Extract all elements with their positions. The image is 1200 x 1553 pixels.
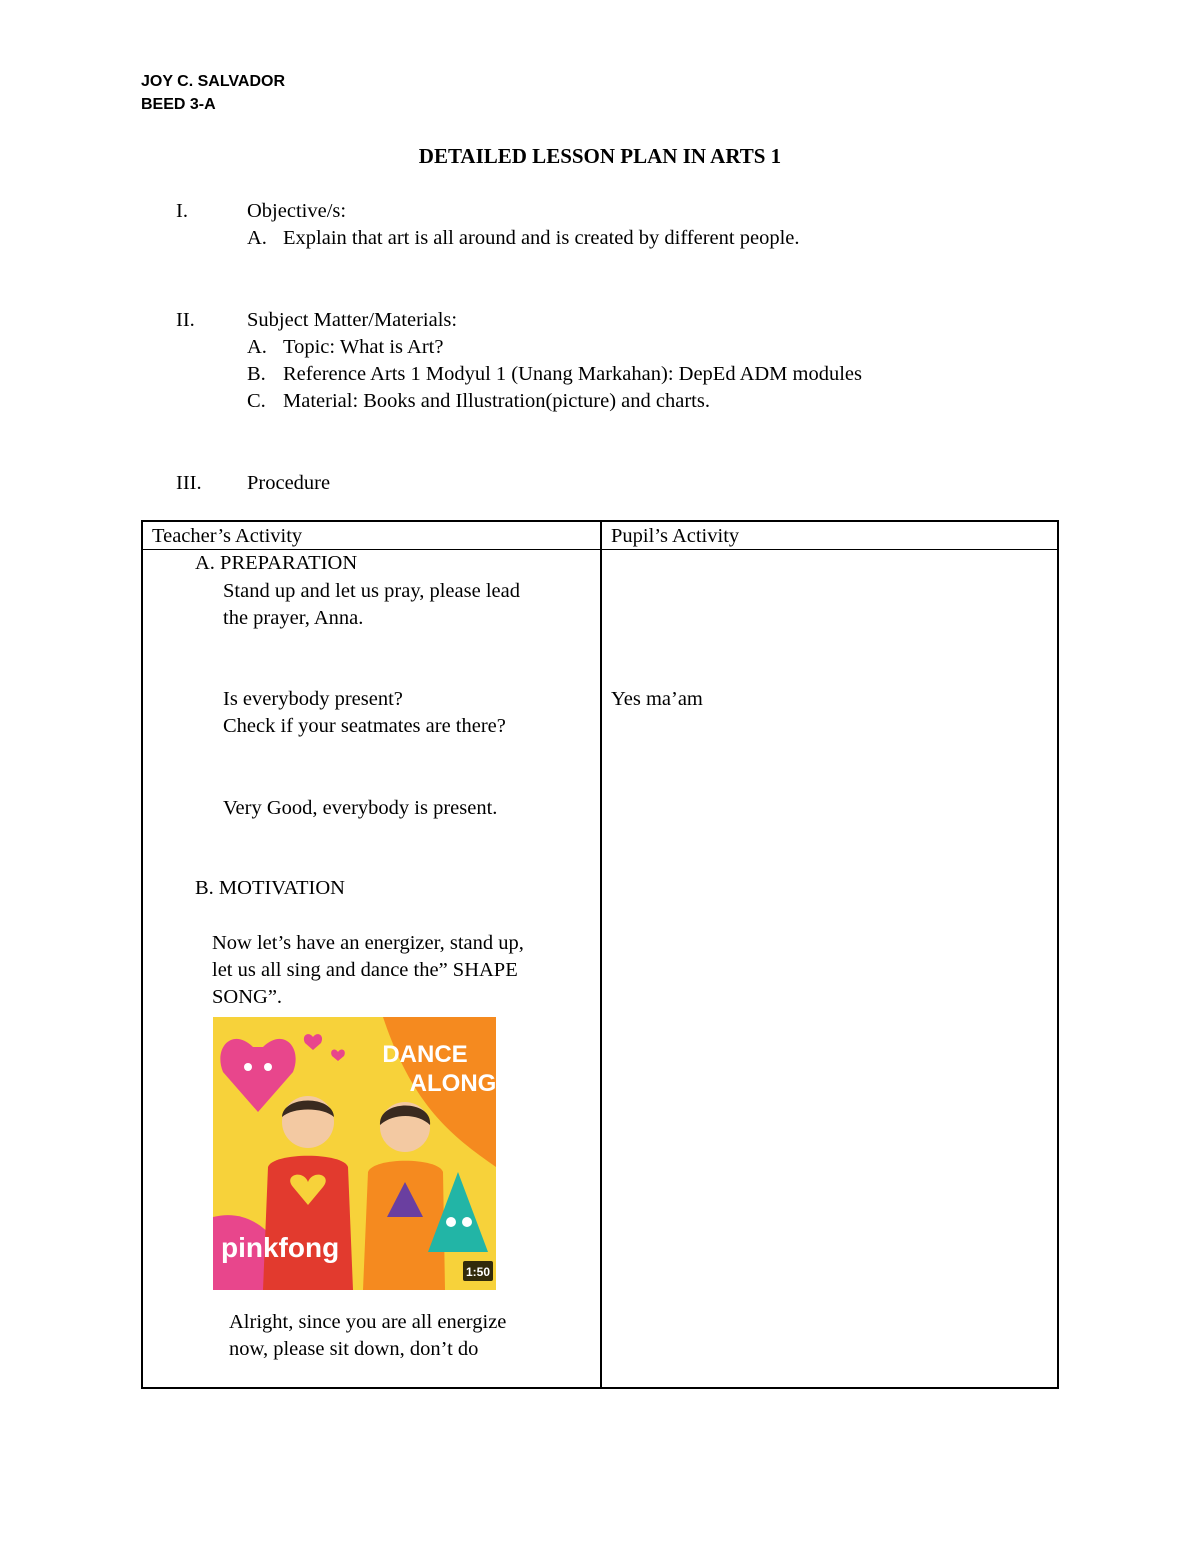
section-iii-heading: Procedure bbox=[247, 472, 331, 494]
subject-a-letter: A. bbox=[247, 336, 267, 358]
motivation-line: SONG”. bbox=[212, 986, 283, 1008]
objective-a-text: Explain that art is all around and is created by different people. bbox=[283, 227, 800, 249]
dance-badge-line1: DANCE bbox=[382, 1041, 468, 1068]
objective-a-letter: A. bbox=[247, 227, 267, 249]
motivation-heading: B. MOTIVATION bbox=[195, 877, 345, 899]
duration-text: 1:50 bbox=[465, 1265, 491, 1279]
section-iii-numeral: III. bbox=[176, 472, 202, 494]
document-title: DETAILED LESSON PLAN IN ARTS 1 bbox=[418, 144, 782, 168]
motivation-line: let us all sing and dance the” SHAPE bbox=[212, 959, 518, 981]
preparation-line: Very Good, everybody is present. bbox=[223, 797, 498, 819]
subject-b-letter: B. bbox=[247, 363, 266, 385]
shape-song-video-thumbnail[interactable] bbox=[213, 1017, 496, 1290]
subject-c-letter: C. bbox=[247, 390, 266, 412]
pupil-activity-header: Pupil’s Activity bbox=[611, 525, 740, 547]
subject-b-text: Reference Arts 1 Modyul 1 (Unang Markahan): DepEd ADM modules bbox=[283, 363, 862, 385]
triangle-eye-icon bbox=[446, 1217, 456, 1227]
section-i-heading: Objective/s: bbox=[247, 200, 347, 222]
pupil-response: Yes ma’am bbox=[611, 688, 703, 710]
author-name: JOY C. SALVADOR bbox=[141, 73, 286, 90]
kid-two-shirt bbox=[363, 1161, 445, 1290]
video-thumbnail-illustration bbox=[213, 1017, 496, 1290]
preparation-line: Check if your seatmates are there? bbox=[223, 715, 506, 737]
subject-a-text: Topic: What is Art? bbox=[283, 336, 444, 358]
section-i-numeral: I. bbox=[176, 200, 188, 222]
preparation-line: Is everybody present? bbox=[223, 688, 403, 710]
section-ii-heading: Subject Matter/Materials: bbox=[247, 309, 458, 331]
motivation-after-line: Alright, since you are all energize bbox=[229, 1311, 507, 1333]
motivation-after-line: now, please sit down, don’t do bbox=[229, 1338, 479, 1360]
kid-one-shirt bbox=[263, 1156, 353, 1290]
author-course: BEED 3-A bbox=[141, 96, 216, 113]
section-ii-numeral: II. bbox=[176, 309, 195, 331]
subject-c-text: Material: Books and Illustration(picture) and charts. bbox=[283, 390, 710, 412]
motivation-line: Now let’s have an energizer, stand up, bbox=[212, 932, 524, 954]
heart-eye-icon bbox=[264, 1063, 272, 1071]
dance-badge-line2: ALONG bbox=[409, 1070, 496, 1097]
preparation-line: Stand up and let us pray, please lead bbox=[223, 580, 520, 602]
teacher-activity-header: Teacher’s Activity bbox=[152, 525, 303, 547]
triangle-eye-icon bbox=[462, 1217, 472, 1227]
preparation-heading: A. PREPARATION bbox=[195, 552, 358, 574]
table-column-divider bbox=[600, 522, 602, 1387]
preparation-line: the prayer, Anna. bbox=[223, 607, 364, 629]
heart-eye-icon bbox=[244, 1063, 252, 1071]
brand-logo-text: pinkfong bbox=[221, 1232, 340, 1263]
